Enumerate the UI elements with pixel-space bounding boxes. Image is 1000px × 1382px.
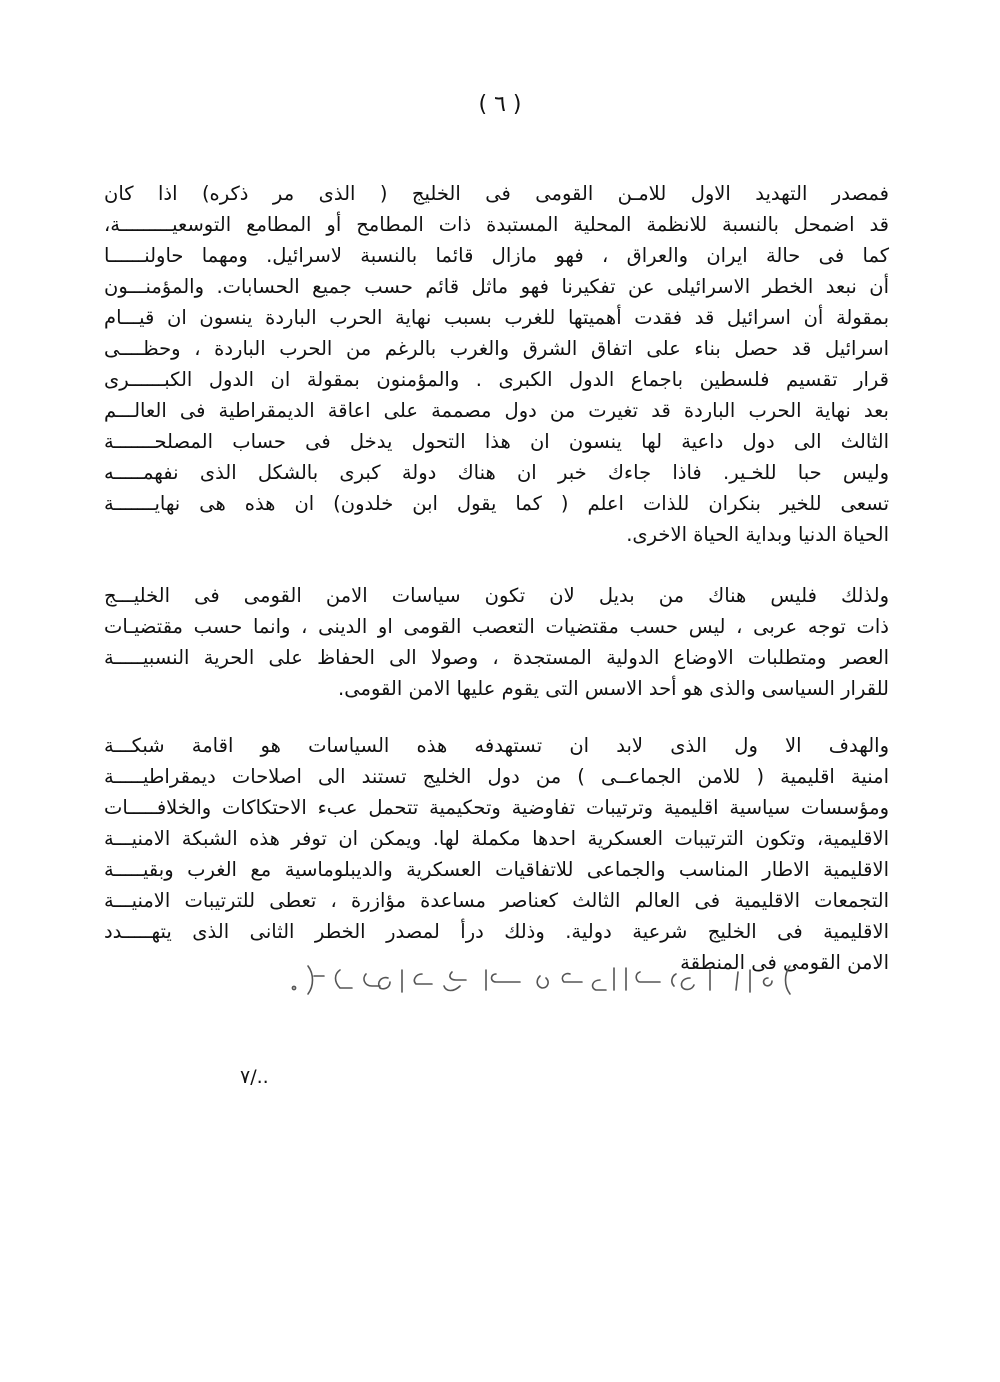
paragraph-1 xyxy=(104,178,889,550)
text-line: امنية اقليمية ( للامن الجماعــى ) من دول الخليج تستند الى اصلاحات ديمقراطيـــــة xyxy=(104,765,889,788)
text-line: الامن القومى فى المنطقة xyxy=(680,951,889,974)
text-line: الثالث الى دول داعية لها ينسون ان هذا التحول يدخل فى حساب المصلحـــــــة xyxy=(104,430,889,453)
text-line: قد اضمحل بالنسبة للانظمة المحلية المستبدة ذات المطامح أو المطامع التوسعيـــــــــة، xyxy=(104,213,889,236)
text-line: الاقليمية الاطار المناسب والجماعى للاتفاقيات العسكرية والديبلوماسية مع الغرب وبقيـــــة xyxy=(104,858,889,881)
text-line: للقرار السياسى والذى هو أحد الاسس التى يقوم عليها الامن القومى. xyxy=(338,677,889,700)
text-line: التجمعات الاقليمية فى العالم الثالث كعناصر مساعدة مؤازرة ، تعطى للترتيبات الامنيـــة xyxy=(104,889,889,912)
page-number: ( ٦ ) xyxy=(478,92,522,117)
text-line: الحياة الدنيا وبداية الحياة الاخرى. xyxy=(626,523,889,546)
text-line: وليس حبا للخـير. فاذا جاءك خبر ان هناك دولة كبرى بالشكل الذى نفهمـــــه xyxy=(104,461,889,484)
text-line: اسرائيل قد حصل بناء على اتفاق الشرق والغرب بالرغم من الحرب الباردة ، وحظــــى xyxy=(104,337,889,360)
text-line: فمصدر التهديد الاول للامـن القومى فى الخليج ( الذى مر ذكره) اذا كان xyxy=(104,182,889,205)
text-line: ذات توجه عربى ، ليس حسب مقتضيات التعصب القومى او الدينى ، وانما حسب مقتضيـات xyxy=(104,615,889,638)
paragraph-2 xyxy=(104,580,889,704)
text-line: الاقليمية، وتكون الترتيبات العسكرية احدها مكملة لها. ويمكن ان توفر هذه الشبكة الامنيـــة xyxy=(104,827,889,850)
handwritten-annotation xyxy=(190,960,810,1000)
text-line: العصر ومتطلبات الاوضاع الدولية المستجدة ، وصولا الى الحفاظ على الحرية النسبيـــــة xyxy=(104,646,889,669)
text-line: ومؤسسات سياسية اقليمية وترتيبات تفاوضية وتحكيمية تتحمل عبء الاحتكاكات والخلافـــــات xyxy=(104,796,889,819)
handwriting-drawing xyxy=(190,960,810,1000)
text-line: بعد نهاية الحرب الباردة قد تغيرت من دول مصممة على اعاقة الديمقراطية فى العالـــم xyxy=(104,399,889,422)
text-line: أن نبعد الخطر الاسرائيلى عن تفكيرنا فهو ماثل قائم حسب جميع الحسابات. والمؤمنـــون xyxy=(104,275,889,298)
text-line: تسعى للخير بنكران للذات اعلم ( كما يقول ابن خلدون) ان هذه هى نهايـــــــة xyxy=(104,492,889,515)
text-line: بمقولة أن اسرائيل قد فقدت أهميتها للغرب بسبب نهاية الحرب الباردة ينسون ان قيـــام xyxy=(104,306,889,329)
text-line: والهدف الا ول الذى لابد ان تستهدفه هذه السياسات هو اقامة شبكـــة xyxy=(104,734,889,757)
continuation-marker: ٧/.. xyxy=(240,1066,269,1088)
text-line: ولذلك فليس هناك من بديل لان تكون سياسات الامن القومى فى الخليـــج xyxy=(104,584,889,607)
paragraph-3 xyxy=(104,730,889,978)
text-line: قرار تقسيم فلسطين باجماع الدول الكبرى . والمؤمنون بمقولة ان الدول الكبــــــرى xyxy=(104,368,889,391)
text-line: الاقليمية فى الخليج شرعية دولية. وذلك درأ لمصدر الخطر الثانى الذى يتهـــــدد xyxy=(104,920,889,943)
text-line: كما فى حالة ايران والعراق ، فهو مازال قائما بالنسبة لاسرائيل. ومهما حاولنــــــا xyxy=(104,244,889,267)
